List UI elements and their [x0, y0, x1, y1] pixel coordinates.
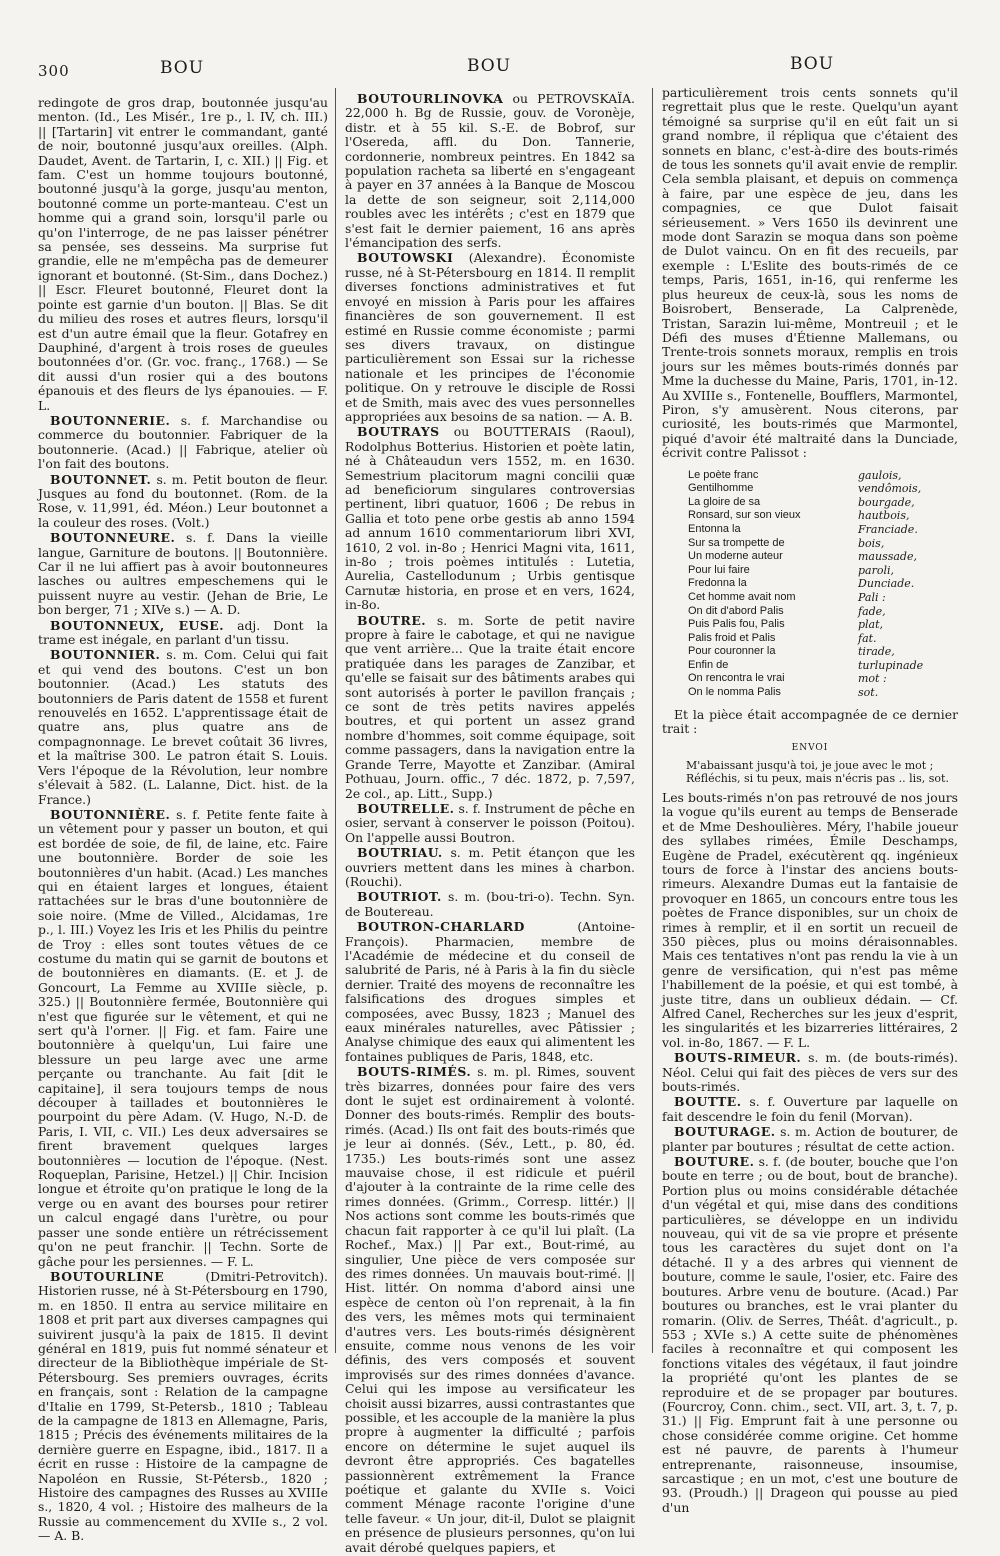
poem-rhyme-word: fat. — [858, 631, 877, 645]
poem-line — [688, 605, 958, 619]
dictionary-entry — [345, 425, 635, 612]
dictionary-entry — [662, 1051, 958, 1094]
running-head-center: BOU — [467, 56, 512, 76]
entry-text: adj. Dont la trame est inégale, en parlant d'un tissu. — [38, 617, 328, 648]
poem-line-text: Entonna la — [688, 522, 741, 535]
dictionary-entry — [38, 648, 328, 806]
column-rule-left — [335, 88, 336, 1353]
dictionary-entry — [345, 614, 635, 801]
poem-line — [688, 632, 958, 646]
entry-headword: BOUTURAGE. — [674, 1124, 776, 1140]
entry-headword: BOUTRAYS — [357, 424, 440, 440]
entry-text: (Antoine-François). Pharmacien, membre de l'Académie de médecine et du conseil de salubrité de Paris, né à Paris à la fin du siècle dernier. Traité des moyens de reconnaître les falsifications des drogues simples et composées, avec Bussy, 1823 ; Manuel des eaux minérales naturelles, avec Pâtissier ; Analyse chimique des eaux qui alimentent les fontaines publiques de Paris, 1848, etc. — [345, 919, 635, 1064]
entry-headword: BOUTONNERIE. — [50, 412, 171, 428]
envoi-intro: Et la pièce était accompagnée de ce dernier trait : — [662, 706, 958, 737]
entry-headword: BOUTRIAU. — [357, 845, 443, 861]
entry-headword: BOUTONNET. — [50, 471, 152, 487]
poem-line — [688, 591, 958, 605]
poem-rhyme-word: vendômois, — [858, 482, 922, 496]
poem-line-text: Enfin de — [688, 658, 729, 671]
entry-text: s. f. Instrument de pêche en osier, servant à conserver le poisson (Poitou). On l'appelle aussi Boutron. — [345, 800, 635, 845]
envoi-line: Réfléchis, si tu peux, mais n'écris pas .. lis, sot. — [686, 771, 949, 785]
entry-headword: BOUTS-RIMEUR. — [674, 1050, 802, 1066]
poem-rhyme-word: turlupinade — [858, 658, 924, 672]
poem-line-text: Palis froid et Palis — [688, 631, 776, 644]
poem-line — [688, 523, 958, 537]
poem-line — [688, 577, 958, 591]
poem-rhyme-word: maussade, — [858, 550, 917, 564]
poem-line-text: On rencontra le vrai — [688, 672, 785, 685]
entry-headword: BOUTS-RIMÉS. — [357, 1064, 472, 1080]
poem-line-text: Sur sa trompette de — [688, 536, 785, 549]
dictionary-entry — [38, 1270, 328, 1544]
entry-headword: BOUTRE. — [357, 612, 427, 628]
poem-line-text: Pour couronner la — [688, 645, 776, 658]
column-middle — [345, 92, 635, 1556]
dictionary-entry — [38, 619, 328, 648]
page-number: 300 — [38, 62, 70, 80]
poem-rhyme-word: Franciade. — [858, 522, 918, 536]
poem-rhyme-word: sot. — [858, 686, 879, 700]
dictionary-entry — [38, 531, 328, 617]
entry-headword: BOUTONNIÈRE. — [50, 806, 171, 822]
dictionary-entry — [662, 1155, 958, 1515]
dictionary-entry — [662, 791, 958, 1050]
entry-text: s. m. (bou-tri-o). Techn. Syn. de Boutereau. — [345, 889, 635, 919]
poem-rhyme-word: bois, — [858, 536, 885, 550]
entry-headword: BOUTRIOT. — [357, 889, 442, 905]
poem-line-text: La gloire de sa — [688, 495, 761, 508]
entry-text: (Dmitri-Petrovitch). Historien russe, né à St-Pétersbourg en 1790, m. en 1850. Il entra au service militaire en 1808 et prit part aux diverses campagnes qui suivirent jusqu'à la paix de 1815. Il devint général en 1819, puis fut nommé sénateur et directeur de la Bibliothèque impériale de St-Pétersbourg. Ses premiers ouvrages, écrits en français, sont : Relation de la campagne d'Italie en 1799, St-Petersb., 1810 ; Tableau de la campagne de 1813 en Allemagne, Paris, 1815 ; Précis des événements militaires de la dernière guerre en Espagne, ibid., 1817. Il a écrit en russe : Histoire de la campagne de Napoléon en Russie, St-Pétersb., 1820 ; Histoire des campagnes des Russes au XVIIIe s., 1820, 4 vol. ; Histoire des malheurs de la Russie au commencement du XVIIe s., 2 vol. — A. B. — [38, 1268, 328, 1544]
poem-line-text: Gentilhomme — [688, 482, 754, 495]
entry-text: s. m. Petit étançon que les ouvriers mettent dans les mines à charbon. (Rouchi). — [345, 845, 635, 889]
dictionary-entry — [345, 846, 635, 889]
entry-headword: BOUTOURLINE — [50, 1268, 165, 1284]
poem-rhyme-word: Pali : — [858, 590, 886, 604]
dictionary-entry — [345, 92, 635, 250]
running-head-left: BOU — [160, 58, 205, 78]
entry-text: s. f. Ouverture par laquelle on fait descendre le foin du fenil (Morvan). — [662, 1094, 958, 1124]
entry-headword: BOUTOWSKI — [357, 250, 454, 266]
entry-text: (Alexandre). Économiste russe, né à St-Pétersbourg en 1814. Il remplit diverses fonctions administratives et fut envoyé en mission à Paris pour les affaires financières de son gouvernement. Il est estimé en Russie comme économiste ; parmi ses divers travaux, on distingue particulièrement son Essai sur la richesse nationale et les principes de l'économie politique. On y retrouve le disciple de Rossi et de Smith, mais avec des vues personnelles appropriées aux besoins de sa nation. — A. B. — [345, 250, 635, 424]
poem-line — [688, 509, 958, 523]
poem-rhyme-word: gaulois, — [858, 468, 902, 482]
column-left — [38, 96, 328, 1545]
dictionary-entry — [345, 890, 635, 919]
bouts-rimes-poem — [688, 469, 958, 700]
dictionary-entry — [345, 802, 635, 845]
poem-line-text: On le nomma Palis — [688, 686, 781, 699]
column-right — [662, 86, 958, 1516]
entry-text: s. m. Com. Celui qui fait et qui vend des boutons. C'est un bon boutonnier. (Acad.) Les statuts des boutonniers de Paris datent de 1558 et furent renouvelés en 1652. L'apprentissage était de quatre ans, plus quatre ans de compagnonnage. Le brevet coûtait 36 livres, et la maîtrise 300. Le patron était S. Louis. Vers l'époque de la Révolution, leur nombre s'élevait à 582. (L. Lalanne, Dict. hist. de la France.) — [38, 647, 328, 807]
poem-line-text: Fredonna la — [688, 577, 747, 590]
poem-line — [688, 564, 958, 578]
entry-text: redingote de gros drap, boutonnée jusqu'au menton. (Id., Les Misér., 1re p., l. IV, ch. III.) || [Tartarin] vit entrer le commandant, ganté de noir, boutonné jusqu'aux oreilles. (Alph. Daudet, Avent. de Tartarin, I, c. XII.) || Fig. et fam. C'est un homme toujours boutonné, boutonné jusqu'à la gorge, jusqu'au menton, boutonné comme un porte-manteau. C'est un homme qui a grand soin, lorsqu'il parle ou qu'on l'interroge, de ne pas laisser pénétrer sa pensée, ses desseins. Ma surprise fut grandie, elle ne m'empêcha pas de demeurer ignorant et boutonné. (St-Sim., dans Dochez.) || Escr. Fleuret boutonné, Fleuret dont la pointe est garnie d'un bouton. || Blas. Se dit du milieu des roses et autres fleurs, lorsqu'il est d'un autre émail que la fleur. Gotafrey en Dauphiné, d'argent à trois roses de gueules boutonnées d'or. (Gr. voc. franç., 1768.) — Se dit aussi d'un rosier qui a des boutons épanouis et des fleurs de lys épanouies. — F. L. — [38, 95, 328, 413]
entry-text: Les bouts-rimés n'on pas retrouvé de nos jours la vogue qu'ils eurent au temps de Benserade et de Mme Deshoulières. Méry, l'habile joueur des syllabes rimées, Émile Deschamps, Eugène de Pradel, exécutèrent qq. ingénieux tours de force à l'instar des anciens bouts-rimeurs. Alexandre Dumas eut la fantaisie de provoquer en 1865, un concours entre tous les poètes de France disponibles, sur un choix de rimes à remplir, et il en sortit un recueil de 350 pièces, plus ou moins déraisonnables. Mais ces tentatives n'ont pas rendu la vie à un genre de versification, qui n'est pas même l'habillement de la poésie, et qui est tombé, à juste titre, dans un oublieux dédain. — Cf. Alfred Canel, Recherches sur les jeux d'esprit, les singularités et les bizarreries littéraires, 2 vol. in-8o, 1867. — F. L. — [662, 789, 958, 1050]
poem-rhyme-word: mot : — [858, 672, 887, 686]
entry-text: s. m. pl. Rimes, souvent très bizarres, données pour faire des vers dont le sujet est ordinairement à volonté. Donner des bouts-rimés. Remplir des bouts-rimés. (Acad.) Ils ont fait des bouts-rimés que je leur ai donnés. (Sév., Lett., p. 80, éd. 1735.) Les bouts-rimés sont une assez mauvaise chose, il est ridicule et puéril d'ajouter à la contrainte de la rime celle des rimes données. (Grimm., Corresp. littér.) || Nos actions sont comme les bouts-rimés que chacun fait rapporter à ce qu'il lui plaît. (La Rochef., Max.) || Par ext., Bout-rimé, au singulier, Une pièce de vers composée sur des rimes données. Un mauvais bout-rimé. || Hist. littér. On nomma d'abord ainsi une espèce de centon où l'on reprenait, à la fin des vers, les mêmes mots qui terminaient d'autres vers. Les bouts-rimés désignèrent ensuite, comme nous venons de les voir définis, des vers composés et souvent improvisés sur des rimes données d'avance. Celui qui les impose au versificateur les choisit aussi bizarres, aussi contrastantes que possible, et les accouple de la manière la plus propre à augmenter la difficulté ; parfois encore on détermine le sujet auquel ils devront être appropriés. Ces bagatelles passionnèrent extrêmement la France poétique et galante du XVIIe s. Voici comment Ménage raconte l'origine d'une telle faveur. « Un jour, dit-il, Dulot se plaignit en présence de plusieurs personnes, qu'on lui avait dérobé quelques papiers, et — [345, 1064, 636, 1555]
entry-headword: BOUTOURLINOVKA — [357, 91, 504, 106]
entry-text: ou PETROVSKAÏA. 22,000 h. Bg de Russie, gouv. de Voronèje, distr. et à 55 kil. S.-E. de Bobrof, sur l'Osereda, affl. du Don. Tannerie, cordonnerie, nombreux peintres. En 1842 sa population racheta sa liberté en s'engageant à payer en 37 années à la Banque de Moscou la dette de son seigneur, soit 2,114,000 roubles avec les intérêts ; c'est en 1879 que s'est fait le dernier paiement, 16 ans après l'émancipation des serfs. — [345, 91, 635, 251]
poem-line-text: Pour lui faire — [688, 563, 750, 576]
poem-line — [688, 482, 958, 496]
entry-headword: BOUTONNIER. — [50, 647, 161, 663]
dictionary-entry — [345, 1065, 635, 1555]
entry-text: s. m. Action de bouturer, de planter par boutures ; résultat de cette action. — [662, 1124, 958, 1154]
poem-line — [688, 537, 958, 551]
envoi-verse — [686, 759, 958, 785]
poem-rhyme-word: Dunciade. — [858, 577, 915, 591]
poem-rhyme-word: plat, — [858, 618, 884, 632]
poem-line-text: Ronsard, sur son vieux — [688, 509, 801, 522]
poem-line — [688, 469, 958, 483]
entry-text: particulièrement trois cents sonnets qu'il regrettait plus que le reste. Quelqu'un ayant témoigné sa surprise qu'il en eût fait un si grand nombre, il répliqua que c'étaient des sonnets en blanc, c'est-à-dire des bouts-rimés de tous les sonnets qu'il avait envie de remplir. Cela sembla plaisant, et depuis on commença à faire, par une espèce de jeu, dans les compagnies, ce que Dulot faisait sérieusement. » Vers 1650 ils devinrent une mode dont Sarazin se moqua dans son poème de Dulot vaincu. On en fit des recueils, par exemple : L'Eslite des bouts-rimés de ce temps, Paris, 1651, in-16, qui renferme les plus heureux de ceux-là, sous les noms de Boisrobert, Benserade, La Calprenède, Tristan, Sarazin lui-même, Montreuil ; et le Défi des muses d'Étienne Mallemans, ou Trente-trois sonnets moraux, remplis en trois jours sur les mêmes bouts-rimés donnés par Mme la duchesse du Maine, Paris, 1701, in-12. Au XVIIIe s., Fontenelle, Boufflers, Marmontel, Piron, s'y amusèrent. Nous citerons, par curiosité, les bouts-rimés que Marmontel, piqué d'avoir été maltraité dans la Dunciade, écrivit contre Palissot : — [662, 85, 958, 461]
dictionary-entry — [38, 808, 328, 1269]
poem-line — [688, 659, 958, 673]
poem-line-text: Puis Palis fou, Palis — [688, 618, 785, 631]
poem-line — [688, 672, 958, 686]
entry-text: s. m. Sorte de petit navire propre à faire le cabotage, et qui ne navigue que vent arrière... Que la traite était encore pratiquée dans les parages de Zanzibar, et qu'elle se faisait sur des bâtiments arabes qui sont autorisés à porter le pavillon français ; ce sont de très petits navires appelés boutres, et qui portent un assez grand nombre d'hommes, soit comme équipage, soit comme passagers, dans la navigation entre la Grande Terre, Mayotte et Zanzibar. (Amiral Pothuau, Journ. offic., 7 déc. 1872, p. 7,597, 2e col., ap. Litt., Supp.) — [345, 612, 635, 801]
dictionary-entry — [38, 96, 328, 413]
poem-line — [688, 496, 958, 510]
poem-rhyme-word: bourgade, — [858, 495, 915, 509]
envoi-title: ENVOI — [791, 743, 829, 754]
running-head-right: BOU — [790, 54, 835, 74]
dictionary-entry — [662, 1125, 958, 1154]
poem-rhyme-word: hautbois, — [858, 509, 910, 523]
entry-headword: BOUTRON-CHARLARD — [357, 919, 525, 935]
entry-headword: BOUTTE. — [674, 1094, 742, 1110]
entry-headword: BOUTURE. — [674, 1154, 755, 1170]
entry-headword: BOUTONNEUX, EUSE. — [50, 617, 225, 633]
poem-line-text: Cet homme avait nom — [688, 590, 796, 603]
poem-line — [688, 618, 958, 632]
poem-line — [688, 686, 958, 700]
poem-line-text: Un moderne auteur — [688, 550, 783, 563]
dictionary-entry — [662, 1095, 958, 1124]
entry-headword: BOUTONNEURE. — [50, 530, 176, 546]
entry-text: s. m. (de bouts-rimés). Néol. Celui qui fait des pièces de vers sur des bouts-rimés. — [662, 1050, 958, 1094]
dictionary-entry — [345, 251, 635, 424]
entry-text: s. f. Dans la vieille langue, Garniture de boutons. || Boutonnière. Car il ne lui affiert pas à avoir boutonneures lasches ou aultres empeschemens qui le puissent nuyre au vestir. (Jehan de Brie, Le bon berger, 71 ; XIVe s.) — A. D. — [38, 530, 328, 618]
poem-rhyme-word: fade, — [858, 604, 886, 618]
poem-rhyme-word: tirade, — [858, 645, 895, 659]
poem-line-text: On dit d'abord Palis — [688, 604, 784, 617]
entry-text: s. f. Petite fente faite à un vêtement pour y passer un bouton, et qui est bordée de soie, de fil, de laine, etc. Faire une boutonnière. Border de soie les boutonnières d'un habit. (Acad.) Les manches qui en étaient larges et longues, étaient rattachées sur le bras d'une boutonnière de soie noire. (Mme de Villed., Alcidamas, 1re p., l. III.) Voyez les Iris et les Philis du peintre de Troy : elles sont toutes vêtues de ce costume du matin qui se garnit de boutons et de boutonnières en diamants. (E. et J. de Goncourt, La Femme au XVIIIe siècle, p. 325.) || Boutonnière fermée, Boutonnière qui n'est que figurée sur le vêtement, et qui ne sert qu'à l'orner. || Fig. et fam. Faire une boutonnière à quelqu'un, Lui faire une blessure un peu large avec une arme perçante ou tranchante. Au fait [dit le capitaine], il sera toujours temps de nous découper à taillades et boutonnières le pourpoint du père Adam. (V. Hugo, N.-D. de Paris, I. VII, c. VII.) Les deux adversaires se firent bravement quelques larges boutonnières — locution de l'époque. (Nest. Roqueplan, Parisine, Hetzel.) || Chir. Incision longue et étroite qu'on pratique le long de la verge ou en avant des bourses pour retirer un calcul engagé dans l'urètre, ou pour passer une sonde entière un rétrécissement qu'on ne peut franchir. || Techn. Sorte de gâche pour les persiennes. — F. L. — [38, 806, 328, 1269]
entry-text: s. f. (de bouter, bouche que l'on boute en terre ; ou de bout, bout de branche). Portion plus ou moins considérable détachée d'un végétal et qui, mise dans des conditions particulières, se développe en un individu nouveau, qui vit de sa vie propre et présente tous les caractères du sujet dont on l'a détaché. Il y a des arbres qui viennent de bouture, comme le saule, l'osier, etc. Faire des boutures. Arbre venu de bouture. (Acad.) Par boutures ou branches, est le vrai planter du romarin. (Oliv. de Serres, Théât. d'agricult., p. 553 ; XVIe s.) A cette suite de phénomènes faciles à reconnaître et qui composent les fonctions vitales des végétaux, il faut joindre la propriété qu'ont les plantes de se reproduire et de se propager par boutures. (Fourcroy, Conn. chim., sect. VII, art. 3, t. 7, p. 31.) || Fig. Emprunt fait à une personne ou chose considérée comme origine. Cet homme est né pauvre, de parents à l'humeur entreprenante, raisonneuse, insoumise, sarcastique ; en un mot, c'est une bouture de 93. (Proudh.) || Drageon qui pousse au pied d'un — [662, 1154, 958, 1515]
poem-line — [688, 645, 958, 659]
column-rule-right — [652, 88, 653, 1353]
poem-line — [688, 550, 958, 564]
entry-headword: BOUTRELLE. — [357, 800, 455, 816]
dictionary-entry — [345, 920, 635, 1064]
poem-rhyme-word: paroli, — [858, 563, 895, 577]
entry-text: s. m. Petit bouton de fleur. Jusques au fond du boutonnet. (Rom. de la Rose, v. 11,991, éd. Méon.) Leur boutonnet a la couleur des roses. (Volt.) — [38, 471, 328, 530]
entry-text: ou BOUTTERAIS (Raoul), Rodolphus Botterius. Historien et poète latin, né à Châteaudun vers 1552, m. en 1630. Semestrium placitorum magni concilii quæ ad beneficiorum singulares controversias pertinent, libri quatuor, 1606 ; De rebus in Gallia et toto pene orbe gestis ab anno 1594 ad annum 1610 commentariorum libri XVI, 1610, 2 vol. in-8o ; Henrici Magni vita, 1611, in-8o ; trois poèmes intitulés : Lutetia, Aurelia, Castellodunum ; Urbis gentisque Carnutæ historia, en prose et en vers, 1624, in-8o. — [345, 424, 635, 613]
envoi-line: M'abaissant jusqu'à toi, je joue avec le mot ; — [686, 758, 934, 772]
entry-text: s. f. Marchandise ou commerce du boutonnier. Fabriquer de la boutonnerie. (Acad.) || Fabrique, atelier où l'on fait des boutons. — [38, 412, 328, 472]
poem-line-text: Le poète franc — [688, 468, 759, 481]
dictionary-entry — [38, 414, 328, 472]
dictionary-entry — [38, 473, 328, 531]
